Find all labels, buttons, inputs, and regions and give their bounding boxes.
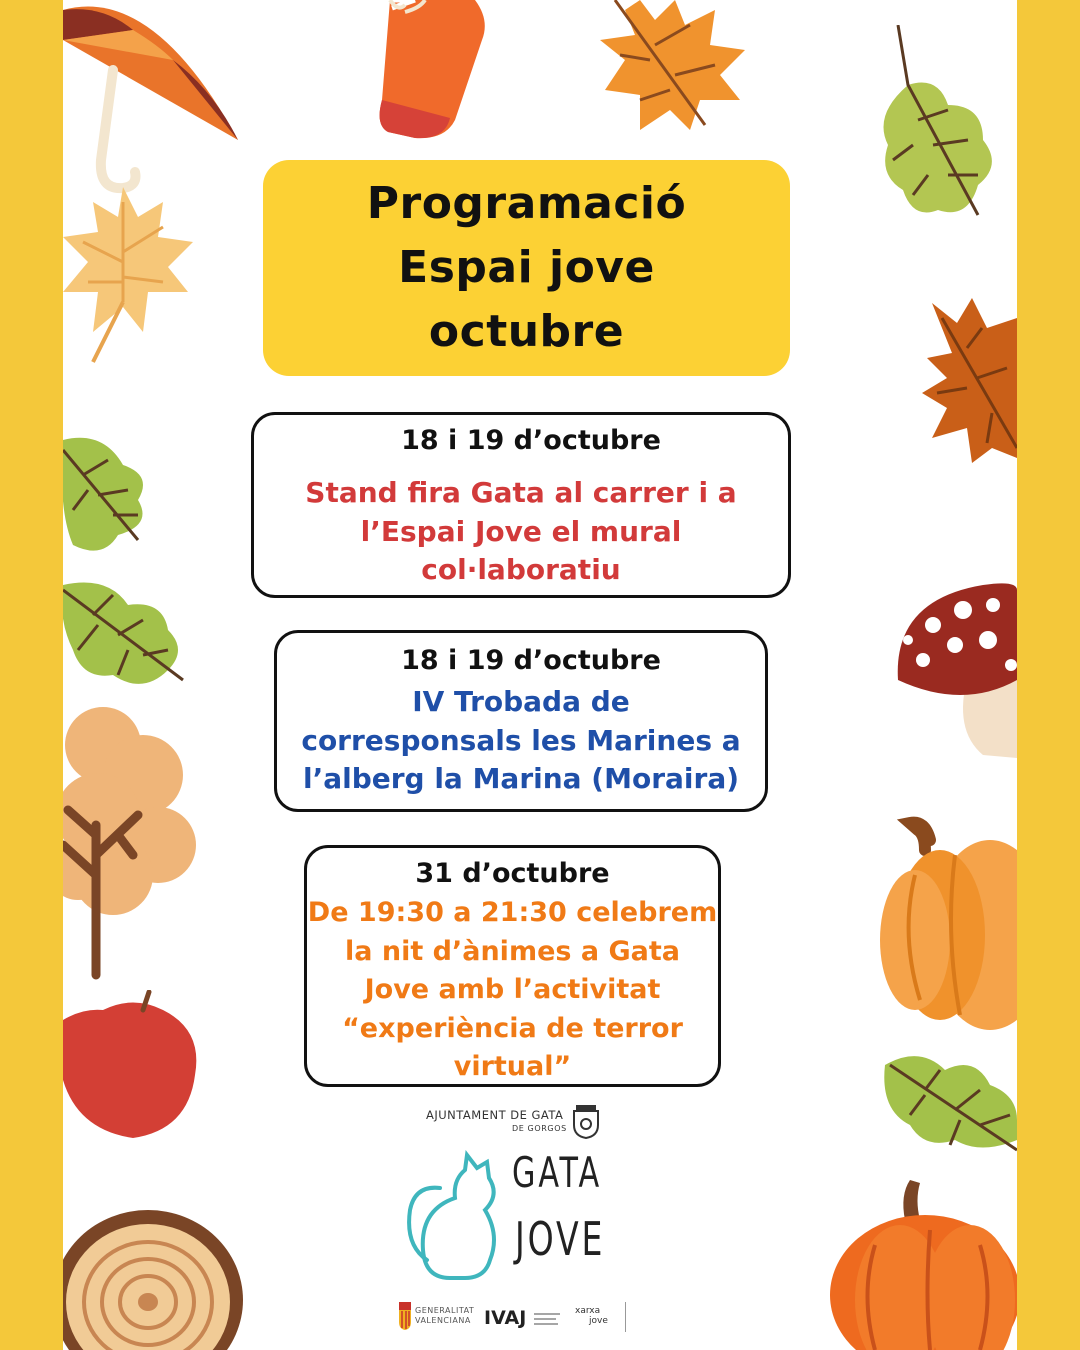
generalitat-emblem-icon <box>398 1302 412 1330</box>
brand-word-1: GATA <box>512 1148 603 1197</box>
event-description-line: Stand fira Gata al carrer i a <box>305 476 737 509</box>
maple-leaf-icon <box>595 0 750 135</box>
xarxa-word: xarxa <box>575 1306 601 1316</box>
maple-leaf-icon <box>922 298 1017 463</box>
xarxa-jove-logo <box>575 1300 630 1334</box>
ivaj-tagline-mark <box>534 1312 562 1326</box>
ivaj-name: IVAJ <box>484 1307 527 1329</box>
event-description-line: la nit d’ànimes a Gata <box>345 935 680 967</box>
event-description-line: corresponsals les Marines a <box>301 723 741 757</box>
oak-leaf-icon <box>63 430 153 560</box>
partner-divider <box>625 1302 626 1332</box>
municipality-logo <box>426 1103 606 1139</box>
event-description <box>254 474 788 590</box>
title-line-3: octubre <box>428 306 625 357</box>
maple-leaf-icon <box>63 182 198 367</box>
event-description-line: virtual” <box>453 1051 572 1082</box>
event-description-line: col·laboratiu <box>421 553 621 586</box>
apple-icon <box>63 990 203 1140</box>
sock-icon <box>370 0 490 140</box>
event-card-3 <box>304 845 721 1087</box>
event-date: 31 d’octubre <box>415 858 610 889</box>
municipality-subname: DE GORGOS <box>512 1124 567 1133</box>
event-description-line: De 19:30 a 21:30 celebrem <box>307 897 718 928</box>
event-card-2 <box>274 630 768 812</box>
generalitat-name <box>415 1306 474 1326</box>
generalitat-logo <box>398 1300 473 1334</box>
oak-leaf-icon <box>880 1050 1017 1155</box>
left-yellow-border <box>0 0 63 1350</box>
event-description <box>307 894 718 1087</box>
event-date: 18 i 19 d’octubre <box>401 645 661 676</box>
jove-word: jove <box>589 1316 608 1326</box>
ivaj-logo <box>484 1300 564 1334</box>
cat-logo-icon <box>405 1150 505 1280</box>
municipality-name: AJUNTAMENT DE GATA <box>426 1108 564 1122</box>
xarxa-jove-name <box>575 1306 608 1326</box>
event-date: 18 i 19 d’octubre <box>401 425 661 456</box>
event-description-line: IV Trobada de <box>412 685 630 718</box>
event-description-line: l’alberg la Marina (Moraira) <box>302 762 740 795</box>
event-card-1 <box>251 412 791 598</box>
right-yellow-border <box>1017 0 1080 1350</box>
event-description-line: Jove amb l’activitat <box>364 974 661 1005</box>
pumpkin-icon <box>880 815 1017 1030</box>
pumpkin-icon <box>830 1175 1017 1350</box>
tree-icon <box>63 705 198 985</box>
title-line-2: Espai jove <box>398 242 655 293</box>
event-description-line: “experiència de terror <box>342 1012 683 1044</box>
oak-leaf-icon <box>63 580 188 695</box>
umbrella-icon <box>63 0 243 200</box>
event-description-line: l’Espai Jove el mural <box>360 514 682 548</box>
log-icon <box>63 1210 243 1350</box>
oak-leaf-icon <box>878 25 1003 225</box>
generalitat-line-2: VALENCIANA <box>415 1316 471 1325</box>
brand-word-2: JOVE <box>515 1212 606 1266</box>
mushroom-icon <box>893 580 1017 760</box>
generalitat-line-1: GENERALITAT <box>415 1306 475 1315</box>
title-line-1: Programació <box>366 178 687 229</box>
coat-of-arms-icon <box>572 1103 600 1139</box>
title-box <box>263 160 790 376</box>
event-description <box>277 683 765 799</box>
